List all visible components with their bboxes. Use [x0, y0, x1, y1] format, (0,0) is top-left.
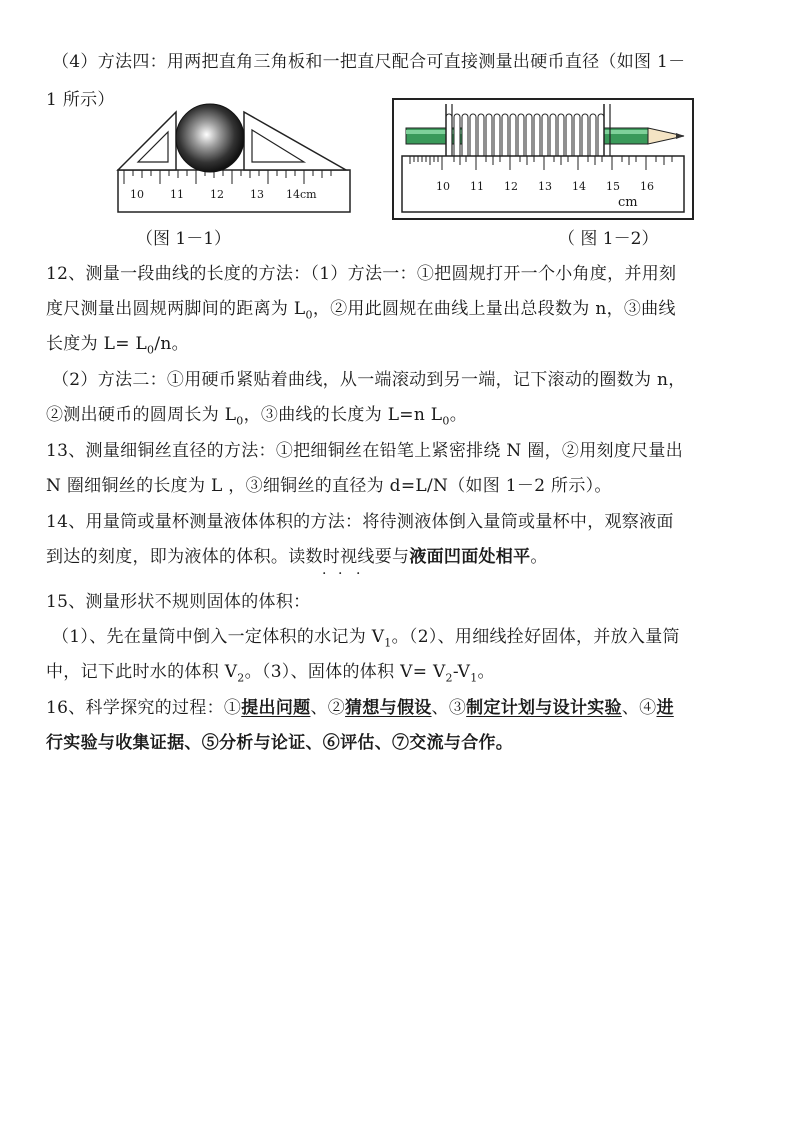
item15-line1: 15、测量形状不规则固体的体积：: [46, 592, 311, 612]
ruler2-tick-12: 12: [504, 180, 518, 193]
item15-line3: 中，记下此时水的体积 $V_2$。（3）、固体的体积 $V= V_2-V_1$。: [46, 662, 495, 685]
ruler-tick-12: 12: [210, 188, 224, 201]
figure-1-2-caption: （ 图 1－2）: [558, 229, 659, 249]
para4-line1: （4）方法四：用两把直角三角板和一把直尺配合可直接测量出硬币直径（如图 1－: [52, 52, 686, 72]
ruler-tick-14cm: 14cm: [286, 188, 317, 201]
ruler2-tick-14: 14: [572, 180, 586, 193]
item15-line2: （1）、先在量筒中倒入一定体积的水记为 $V_1$。（2）、用细线拴好固体，并放入量筒: [52, 627, 680, 650]
item16-line2: 行实验与收集证据、⑤分析与论证、⑥评估、⑦交流与合作。: [46, 733, 514, 753]
item13-line1: 13、测量细铜丝直径的方法：①把细铜丝在铅笔上紧密排绕 N 圈，②用刻度尺量出: [46, 441, 684, 461]
item13-line2: N 圈细铜丝的长度为 L ，③细铜丝的直径为 d=L/N（如图 1－2 所示）。: [46, 476, 612, 496]
wire-winding-illustration: [394, 100, 692, 218]
ruler2-tick-16: 16: [640, 180, 654, 193]
step-4-start: 进: [656, 698, 674, 718]
ruler-tick-11: 11: [170, 188, 184, 201]
item12-line5: ②测出硬币的圆周长为 $L_0$，③曲线的长度为 L=n $L_0$。: [46, 405, 468, 428]
item16-line1: 16、科学探究的过程：①提出问题、②猜想与假设、③制定计划与设计实验、④进: [46, 698, 674, 718]
figure-1-1-caption: （图 1－1）: [136, 229, 232, 249]
item14-line2: 到达的刻度，即为液体的体积。读数时视线要与液面凹面处相平。: [46, 547, 548, 567]
item12-line2: 度尺测量出圆规两脚间的距离为 $L_0$，②用此圆规在曲线上量出总段数为 n，③曲线: [46, 299, 676, 322]
para4-line2: 1 所示）: [46, 90, 115, 110]
coin-measurement-illustration: [108, 102, 354, 220]
figure-1-2: [392, 98, 694, 220]
step-2: 猜想与假设: [345, 698, 432, 718]
ruler2-tick-11: 11: [470, 180, 484, 193]
item12-line3: 长度为 $L= L_0/n$。: [46, 334, 189, 357]
item14-line1: 14、用量筒或量杯测量液体体积的方法：将待测液体倒入量筒或量杯中，观察液面: [46, 512, 674, 532]
ruler2-tick-10: 10: [436, 180, 450, 193]
step-3: 制定计划与设计实验: [466, 698, 622, 718]
item12-line4: （2）方法二：①用硬币紧贴着曲线，从一端滚动到另一端，记下滚动的圈数为 n，: [52, 370, 686, 390]
ruler2-unit: cm: [618, 195, 638, 210]
emphasis-text: 液面凹面处相平: [409, 547, 531, 567]
step-1: 提出问题: [241, 698, 311, 718]
figure-1-1: [108, 102, 354, 220]
ruler2-tick-15: 15: [606, 180, 620, 193]
item12-line1: 12、测量一段曲线的长度的方法：（1）方法一：①把圆规打开一个小角度，并用刻: [46, 264, 677, 284]
ruler-tick-10: 10: [130, 188, 144, 201]
ruler2-tick-13: 13: [538, 180, 552, 193]
ruler-tick-13: 13: [250, 188, 264, 201]
